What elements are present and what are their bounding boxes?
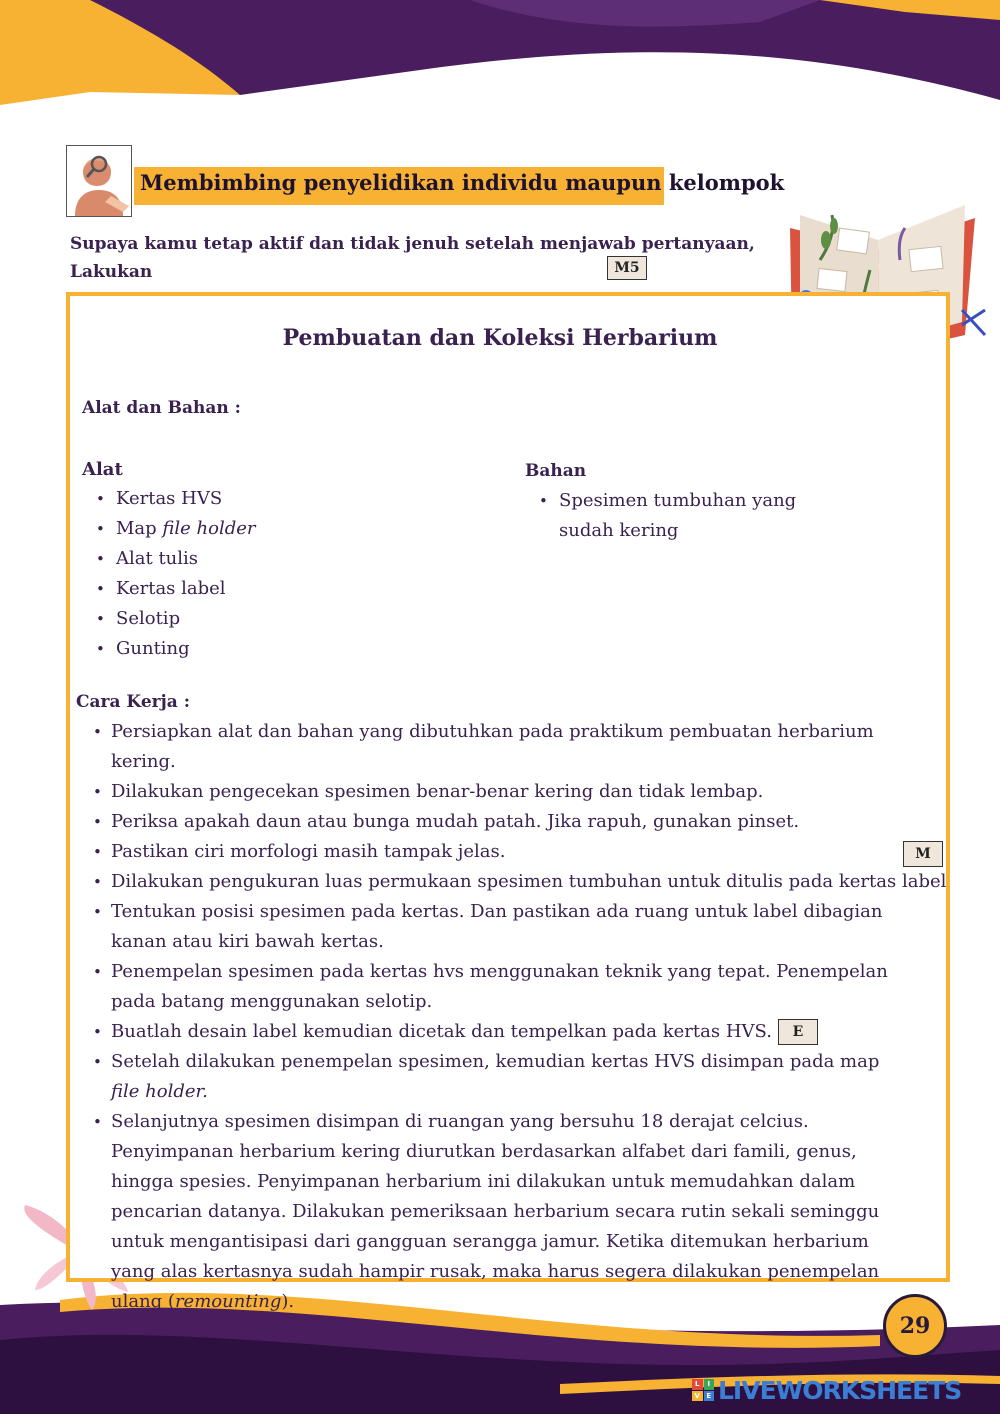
list-item: • Selotip — [82, 604, 482, 634]
list-item: • Gunting — [82, 634, 482, 664]
steps-list — [76, 717, 947, 1317]
step-item: • Dilakukan pengukuran luas permukaan spesimen tumbuhan untuk ditulis pada kertas label — [76, 867, 906, 897]
list-item: • Alat tulis — [82, 544, 482, 574]
step-item: • Tentukan posisi spesimen pada kertas. Dan pastikan ada ruang untuk label dibagian kanan atau kiri bawah kertas. — [76, 897, 906, 957]
list-item — [82, 514, 482, 544]
bahan-heading: Bahan — [525, 461, 587, 481]
step-text-end: ). — [281, 1291, 295, 1312]
step-item: • Penempelan spesimen pada kertas hvs menggunakan teknik yang tepat. Penempelan pada batang menggunakan selotip. — [76, 957, 906, 1017]
step-italic: file holder. — [111, 1081, 208, 1102]
section-header-title: Membimbing penyelidikan individu maupun kelompok — [140, 170, 785, 195]
step-text: Selanjutnya spesimen disimpan di ruangan yang bersuhu 18 derajat celcius. Penyimpanan herbarium kering diurutkan berdasarkan alfabet dari famili, genus, hingga spesies. Penyimpanan herbarium ini dilakukan untuk memudahkan dalam pencarian datanya. Dilakukan pemeriksaan herbarium secara rutin sekali seminggu untuk mengantisipasi dari gangguan serangga jamur. Ketika ditemukan herbarium yang alas kertasnya sudah hampir rusak, maka harus segera dilakukan penempelan ulang ( — [111, 1111, 880, 1312]
badge-m: M — [903, 841, 943, 867]
step-item — [76, 1017, 906, 1047]
list-item: • Kertas label — [82, 574, 482, 604]
list-item-text: Map — [116, 518, 157, 539]
alat-list — [82, 484, 482, 664]
liveworksheets-logo-icon: L I V E — [692, 1379, 714, 1401]
step-item: • Pastikan ciri morfologi masih tampak jelas. — [76, 837, 906, 867]
person-magnifier-icon — [67, 146, 131, 216]
step-text: Buatlah desain label kemudian dicetak dan tempelkan pada kertas HVS. — [111, 1021, 772, 1042]
practicum-title: Pembuatan dan Koleksi Herbarium — [282, 325, 718, 351]
steps-heading: Cara Kerja : — [76, 692, 190, 712]
teacher-investigation-icon — [66, 145, 132, 217]
step-item: • Persiapkan alat dan bahan yang dibutuhkan pada praktikum pembuatan herbarium kering. — [76, 717, 906, 777]
list-item: • Kertas HVS — [82, 484, 482, 514]
bahan-list — [525, 486, 855, 546]
page-number: 29 — [883, 1294, 947, 1358]
step-item: • Periksa apakah daun atau bunga mudah patah. Jika rapuh, gunakan pinset. — [76, 807, 906, 837]
alat-heading: Alat — [82, 459, 123, 480]
materials-heading: Alat dan Bahan : — [82, 398, 241, 418]
intro-line-1: Supaya kamu tetap aktif dan tidak jenuh setelah menjawab pertanyaan, Lakukan — [70, 234, 755, 282]
watermark-text: LIVEWORKSHEETS — [718, 1375, 962, 1405]
badge-m5: M5 — [607, 256, 647, 280]
liveworksheets-watermark — [692, 1374, 961, 1406]
badge-e: E — [778, 1019, 818, 1045]
step-item — [76, 1107, 906, 1317]
step-italic: remounting — [174, 1291, 282, 1312]
step-text: Setelah dilakukan penempelan spesimen, kemudian kertas HVS disimpan pada map — [111, 1051, 880, 1072]
step-item: • Dilakukan pengecekan spesimen benar-benar kering dan tidak lembap. — [76, 777, 906, 807]
list-item-italic: file holder — [162, 518, 256, 539]
list-item: • Spesimen tumbuhan yang sudah kering — [525, 486, 855, 546]
step-item — [76, 1047, 906, 1107]
